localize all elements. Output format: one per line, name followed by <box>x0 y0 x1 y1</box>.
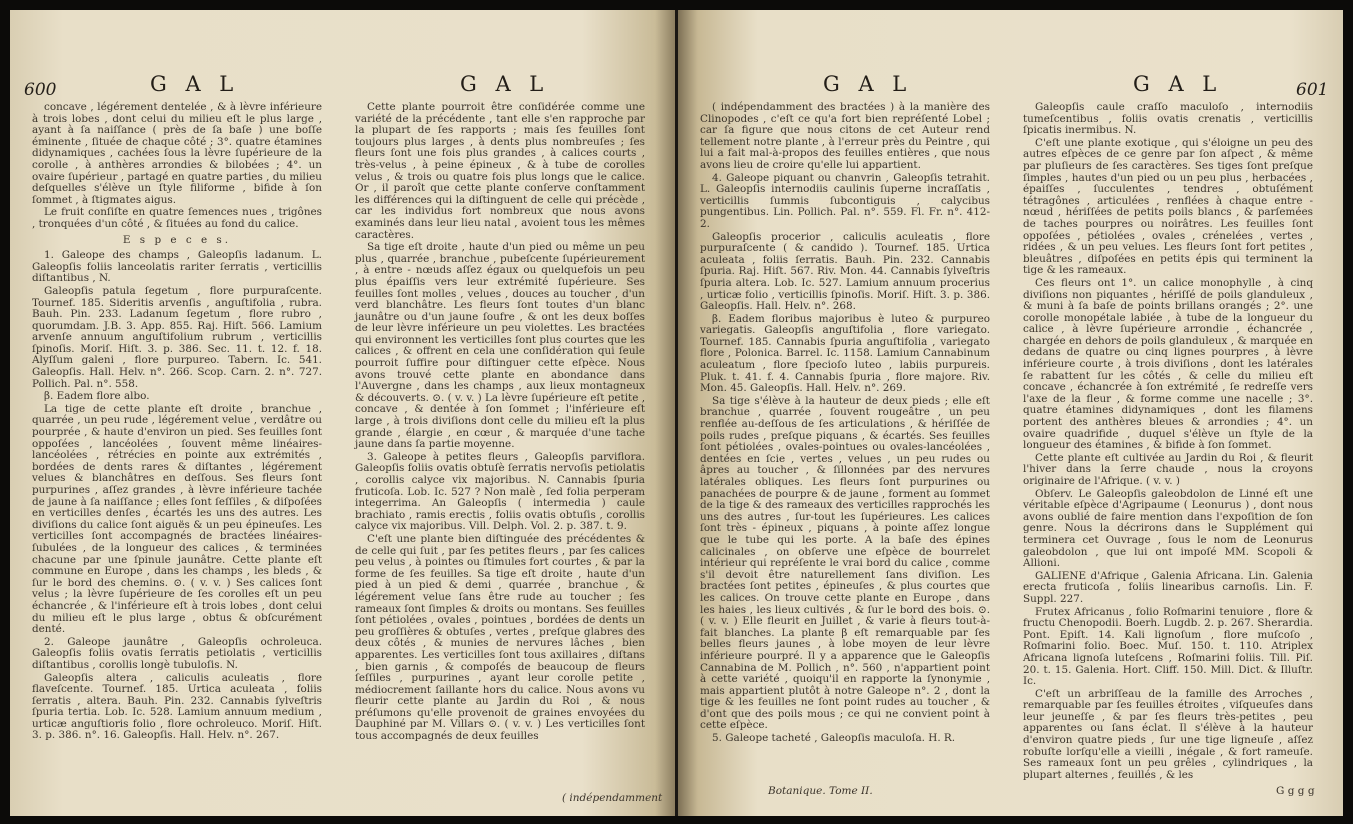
signature-mark: G g g g <box>1276 785 1315 797</box>
catchword: ( indépendamment <box>562 792 663 804</box>
right_page-col1-paragraph: β. Eadem floribus majoribus è luteo & purpureo variegatis. Galeopſis anguſtifolia , flore variegato. Tournef. 185. Cannabis ſpuria anguſtifolia , variegato flore , Polonica. Barrel. Ic. 1158. Lamium Cannabinum aculeatum , flore ſpecioſo luteo , labiis purpureis. Pluk. t. 41. f. 4. Cannabis ſpuria , flore majore. Riv. Mon. 45. Galeopſis. Hall. Helv. n°. 269. <box>700 312 990 395</box>
right_page-col1-paragraph: Sa tige s'élève à la hauteur de deux pieds ; elle eſt branchue , quarrée , ſouvent rougeâtre , un peu renflée au-deſſous de ſes articulations , & hériſſée de poils rudes , preſque piquans , & écartés. Ses feuilles ſont pétiolées , ovales-pointues ou ovales-lancéolées , dentées en ſcie , vertes , velues , un peu rudes ou âpres au toucher , & ſillonnées par des nervures latérales obliques. Les fleurs ſont purpurines ou panachées de pourpre & de jaune , forment au ſommet de la tige & des rameaux des verticilles rapprochés les uns des autres , ſur-tout les ſupérieures. Les calices ſont très - épineux , piquans , à pointe aſſez longue que le tube qui les porte. A la baſe des épines calicinales , on obſerve une eſpèce de bourrelet intérieur qui repréſente le vrai bord du calice , comme s'il devoit être naturellement ſans diviſion. Les bractées ſont petites , épineuſes , & plus courtes que les calices. On trouve cette plante en Europe , dans les haies , les lieux cultivés , & ſur le bord des bois. ⊙. ( v. v. ) Elle fleurit en Juillet , & varie à fleurs tout-à-fait blanches. La plante β eſt remarquable par ſes belles fleurs jaunes , à lobe moyen de leur lèvre inférieure pourpré. Il y a apparence que le Galeopſis Cannabina de M. Pollich , n°. 560 , n'appartient point à cette variété , quoiqu'il en rapporte la ſynonymie , mais appartient plutôt à notre Galeope n°. 2 , dont la tige & les feuilles ne ſont point rudes au toucher , & d'ont que des poils mous ; ce qui ne convient point à cette eſpèce. <box>700 394 991 732</box>
left_page-col2-paragraph: Sa tige eſt droite , haute d'un pied ou même un peu plus , quarrée , branchue , pubeſcente ſupérieurement , à entre - nœuds aſſez égaux ou quelquefois un peu plus épaiſſis vers leur extrémité ſupérieure. Ses feuilles ſont molles , velues , douces au toucher , d'un verd blanchâtre. Les fleurs ſont toutes d'un blanc jaunâtre ou d'un jaune ſoufre , & ont les deux boſſes de leur lèvre inférieure un peu violettes. Les bractées qui environnent les verticilles ſont plus courtes que les calices , & offrent en cela une conſidération qui ſeule pourroit ſuffire pour diſtinguer cette eſpèce. Nous avons trouvé cette plante en abondance dans l'Auvergne , dans les champs , aux lieux montagneux & découverts. ⊙. ( v. v. ) La lèvre ſupérieure eſt petite , concave , & dentée à ſon ſommet ; l'inférieure eſt large , à trois diviſions dont celle du milieu eſt la plus grande , élargie , en cœur , & marquée d'une tache jaune dans ſa partie moyenne. <box>355 241 645 451</box>
left-column-1 <box>32 102 322 743</box>
left_page-col1-paragraph: 1. Galeope des champs , Galeopſis ladanum. L. Galeopſis foliis lanceolatis rariter ſerratis , verticillis diſtantibus , N. <box>32 249 322 285</box>
right_page-col2-paragraph: Obſerv. Le Galeopſis galeobdolon de Linné eſt une véritable eſpèce d'Agripaume ( Leonurus ) , dont nous avons oublié de faire mention dans l'expoſition de ſon genre. Nous la décrirons dans le Supplément qui terminera cet Ouvrage , ſous le nom de Leonurus galeobdolon , que lui ont impoſé MM. Scopoli & Allioni. <box>1023 487 1313 570</box>
right_page-col2-paragraph: C'eſt une plante exotique , qui s'éloigne un peu des autres eſpèces de ce genre par ſon aſpect , & même par pluſieurs de ſes caractères. Ses tiges ſont preſque ſimples , hautes d'un pied ou un peu plus , herbacées , épaiſſes , ſucculentes , tendres , obtuſément tétragônes , articulées , renflées à chaque entre - nœud , hériſſées de petits poils blancs , & parſemées de taches pourpres ou noirâtres. Les feuilles ſont oppoſées , pétiolées , ovales , crénelées , vertes , ridées , & un peu velues. Les fleurs ſont fort petites , bleuâtres , diſpoſées en petits épis qui terminent la tige & les rameaux. <box>1023 136 1313 277</box>
right-page-number: 601 <box>1296 80 1329 100</box>
left-running-head <box>10 72 675 100</box>
right-column-2 <box>1023 102 1313 782</box>
right_page-col1-paragraph: 4. Galeope piquant ou chanvrin , Galeopſis tetrahit. L. Galeopſis internodiis caulinis ſuperne incraſſatis , verticillis ſummis ſubcontiguis , calycibus pungentibus. Lin. Pollich. Pal. n°. 559. Fl. Fr. n°. 412-2. <box>700 171 990 230</box>
right_page-col2-paragraph: GALIENE d'Afrique , Galenia Africana. Lin. Galenia erecta fruticoſa , foliis linearibus carnoſis. Lin. F. Suppl. 227. <box>1023 569 1313 605</box>
left_page-col1-paragraph: Le fruit conſiſte en quatre ſemences nues , trigônes , tronquées d'un côté , & ſituées au fond du calice. <box>32 206 322 230</box>
left_page-col1-paragraph: Galeopſis altera , caliculis aculeatis , flore flaveſcente. Tournef. 185. Urtica aculeata , foliis ſerratis , altera. Bauh. Pin. 232. Cannabis ſylveſtris ſpuria tertia. Lob. Ic. 528. Lamium annuum medium , urticæ anguſtioris folio , flore ochroleuco. Moriſ. Hiſt. 3. p. 386. n°. 16. Galeopſis. Hall. Helv. n°. 267. <box>32 671 322 742</box>
left_page-col1-paragraph: Galeopſis patula ſegetum , flore purpuraſcente. Tournef. 185. Sideritis arvenſis , anguſtifolia , rubra. Bauh. Pin. 233. Ladanum ſegetum , flore rubro , quorumdam. J.B. 3. App. 855. Raj. Hiſt. 566. Lamium arvenſe annuum anguſtifolium rubrum , verticillis ſpinoſis. Moriſ. Hiſt. 3. p. 386. Sec. 11. t. 12. f. 18. Alyſſum galeni , flore purpureo. Tabern. Ic. 541. Galeopſis. Hall. Helv. n°. 266. Scop. Carn. 2. n°. 727. Pollich. Pal. n°. 558. <box>32 284 322 390</box>
right-column-1 <box>700 102 990 746</box>
right-page <box>678 10 1343 816</box>
right_page-col2-paragraph: C'eſt un arbriſſeau de la famille des Arroches , remarquable par ſes feuilles étroites , viſqueuſes dans leur jeuneſſe , & par ſes fleurs très-petites , peu apparentes ou ſans éclat. Il s'élève à la hauteur d'environ quatre pieds , ſur une tige ligneuſe , aſſez robuſte lorſqu'elle a vieilli , inégale , & fort rameuſe. Ses rameaux ſont un peu grêles , cylindriques , la plupart alternes , feuillés , & les <box>1023 687 1313 781</box>
right-running-head <box>678 72 1343 100</box>
left-header-right: G A L <box>460 72 550 96</box>
right_page-col2-paragraph: Galeopſis caule craſſo maculoſo , internodiis tumeſcentibus , foliis ovatis crenatis , verticillis ſpicatis inermibus. N. <box>1023 101 1313 137</box>
left_page-col1-paragraph: La tige de cette plante eſt droite , branchue , quarrée , un peu rude , légérement velue , verdâtre ou pourprée , & haute d'environ un pied. Ses feuilles ſont oppoſées , lancéolées , ſouvent même linéaires-lancéolées , rétrécies en pointe aux extrémités , bordées de dents rares & diſtantes , légérement velues & blanchâtres en deſſous. Ses fleurs ſont purpurines , aſſez grandes , à lèvre inférieure tachée de jaune à ſa naiſſance ; elles ſont ſeſſiles , & diſpoſées en verticilles denſes , écartés les uns des autres. Les diviſions du calice ſont aiguës & un peu épineuſes. Les verticilles ſont accompagnés de bractées linéaires-ſubulées , de la longueur des calices , & terminées chacune par une ſpinule jaunâtre. Cette plante eſt commune en Europe , dans les champs , les bleds , & ſur le bord des chemins. ⊙. ( v. v. ) Ses calices ſont velus ; la lèvre ſupérieure de ſes corolles eſt un peu échancrée , & l'inférieure eſt à trois lobes , dont celui du milieu eſt le plus large , obtus & obſcurément denté. <box>32 402 322 636</box>
book-spread <box>10 10 1343 816</box>
volume-footer: Botanique. Tome II. <box>768 785 873 797</box>
left_page-col1-paragraph: concave , légérement dentelée , & à lèvre inférieure à trois lobes , dont celui du milieu eſt le plus large , ayant à ſa naiſſance ( près de ſa baſe ) une boſſe éminente , ſituée de chaque côté ; 3°. quatre étamines didynamiques , cachées ſous la lèvre ſupérieure de la corolle , à anthères arrondies & bilobées ; 4°. un ovaire ſupérieur , partagé en quatre parties , du milieu deſquelles s'élève un ſtyle filiforme , bifide à ſon ſommet , à ſtigmates aigus. <box>32 101 322 206</box>
left-column-2 <box>355 102 645 744</box>
right_page-col2-paragraph: Frutex Africanus , folio Roſmarini tenuiore , flore & fructu Chenopodii. Boerh. Lugdb. 2. p. 267. Sherardia. Pont. Epiſt. 14. Kali lignoſum , flore muſcoſo , Roſmarini folio. Boec. Muſ. 150. t. 110. Atriplex Africana lignoſa luteſcens , Roſmarini foliis. Till. Piſ. 20. t. 15. Galenia. Hort. Cliff. 150. Mill. Dict. & Illuſtr. Ic. <box>1023 605 1313 688</box>
right_page-col1-paragraph: 5. Galeope tacheté , Galeopſis maculoſa. H. R. <box>712 732 956 745</box>
left-header-left: G A L <box>150 72 240 96</box>
left-page-number: 600 <box>24 80 57 100</box>
left_page-col2-paragraph: 3. Galeope à petites fleurs , Galeopſis parviflora. Galeopſis foliis ovatis obtuſè ſerratis nervoſis petiolatis , corollis calyce vix majoribus. N. Cannabis ſpuria fruticoſa. Lob. Ic. 527 ? Non malè , ſed folia perperam integerrima. An Galeopſis ( intermedia ) caule brachiato , ramis erectis , foliis ovatis obtuſis , corollis calyce vix majoribus. Vill. Delph. Vol. 2. p. 387. t. 9. <box>355 450 645 533</box>
left_page-col1-paragraph: β. Eadem flore albo. <box>44 390 150 403</box>
left_page-col1-paragraph: E s p e c e s. <box>122 233 232 246</box>
left_page-col2-paragraph: C'eſt une plante bien diſtinguée des précédentes & de celle qui ſuit , par ſes petites fleurs , par ſes calices peu velus , à pointes ou ſtimules fort courtes , & par la forme de ſes feuilles. Sa tige eſt droite , haute d'un pied à un pied & demi , quarrée , branchue , & légérement velue ſans être rude au toucher ; ſes rameaux ſont ſimples & droits ou montans. Ses feuilles ſont pétiolées , ovales , pointues , bordées de dents un peu groſſières & obtuſes , vertes , preſque glabres des deux côtés , & munies de nervures lâches , bien apparentes. Les verticilles ſont tous axillaires , diſtans , bien garnis , & compoſés de beaucoup de fleurs ſeſſiles , purpurines , ayant leur corolle petite , médiocrement ſaillante hors du calice. Nous avons vu fleurir cette plante au Jardin du Roi , & nous préſumons qu'elle provenoit de graines envoyées du Dauphiné par M. Villars ⊙. ( v. v. ) Les verticilles ſont tous accompagnés de deux feuilles <box>355 532 645 743</box>
left-page <box>10 10 675 816</box>
right_page-col1-paragraph: Galeopſis procerior , caliculis aculeatis , flore purpuraſcente ( & candido ). Tournef. 185. Urtica aculeata , foliis ſerratis. Bauh. Pin. 232. Cannabis ſpuria. Raj. Hiſt. 567. Riv. Mon. 44. Cannabis ſylveſtris ſpuria altera. Lob. Ic. 527. Lamium annuum procerius , urticæ folio , verticillis ſpinoſis. Moriſ. Hiſt. 3. p. 386. Galeopſis. Hall. Helv. n°. 268. <box>700 230 990 313</box>
left_page-col2-paragraph: Cette plante pourroit être conſidérée comme une variété de la précédente , tant elle s'en rapproche par la plupart de ſes rapports ; mais ſes feuilles ſont toujours plus larges , à dents plus nombreuſes ; ſes fleurs ſont une fois plus grandes , à calices courts , très-velus , à peine épineux , & à tube de corolles velus , & trois ou quatre fois plus longs que le calice. Or , il paroît que cette plante conſerve conſtamment les différences qui la diſtinguent de celle qui précède , car les individus fort nombreux que nous avons examinés dans leur lieu natal , avoient tous les mêmes caractères. <box>355 101 645 241</box>
right_page-col2-paragraph: Ces fleurs ont 1°. un calice monophylle , à cinq diviſions non piquantes , hériſſé de poils glanduleux , & muni à ſa baſe de points brillans orangés ; 2°. une corolle monopétale labiée , à tube de la longueur du calice , à lèvre ſupérieure arrondie , échancrée , chargée en dehors de poils glanduleux , & marquée en dedans de quatre ou cinq lignes pourpres , à lèvre inférieure courte , à trois diviſions , dont les latérales ſe rabattent ſur les côtés , & celle du milieu eſt concave , échancrée à ſon extrémité , ſe redreſſe vers l'axe de la fleur , & forme comme une nacelle ; 3°. quatre étamines didynamiques , dont les filamens portent des anthères bleues & arrondies ; 4°. un ovaire quadrifide , duquel s'élève un ſtyle de la longueur des étamines , & bifide à ſon ſommet. <box>1023 276 1313 452</box>
left_page-col1-paragraph: 2. Galeope jaunâtre , Galeopſis ochroleuca. Galeopſis foliis ovatis ſerratis petiolatis , verticillis diſtantibus , corollis longè tubuloſis. N. <box>32 635 322 671</box>
right_page-col1-paragraph: ( indépendamment des bractées ) à la manière des Clinopodes , c'eſt ce qu'a fort bien repréſenté Lobel ; car ſa figure que nous citons de cet Auteur rend tellement notre plante , à l'erreur près du Peintre , qui lui a fait mal-à-propos des feuilles entières , que nous avons lieu de croire qu'elle lui appartient. <box>700 101 990 171</box>
right-header-right: G A L <box>1133 72 1223 96</box>
right-header-left: G A L <box>823 72 913 96</box>
right_page-col2-paragraph: Cette plante eſt cultivée au Jardin du Roi , & fleurit l'hiver dans la ſerre chaude , nous la croyons originaire de l'Afrique. ( v. v. ) <box>1023 451 1313 487</box>
